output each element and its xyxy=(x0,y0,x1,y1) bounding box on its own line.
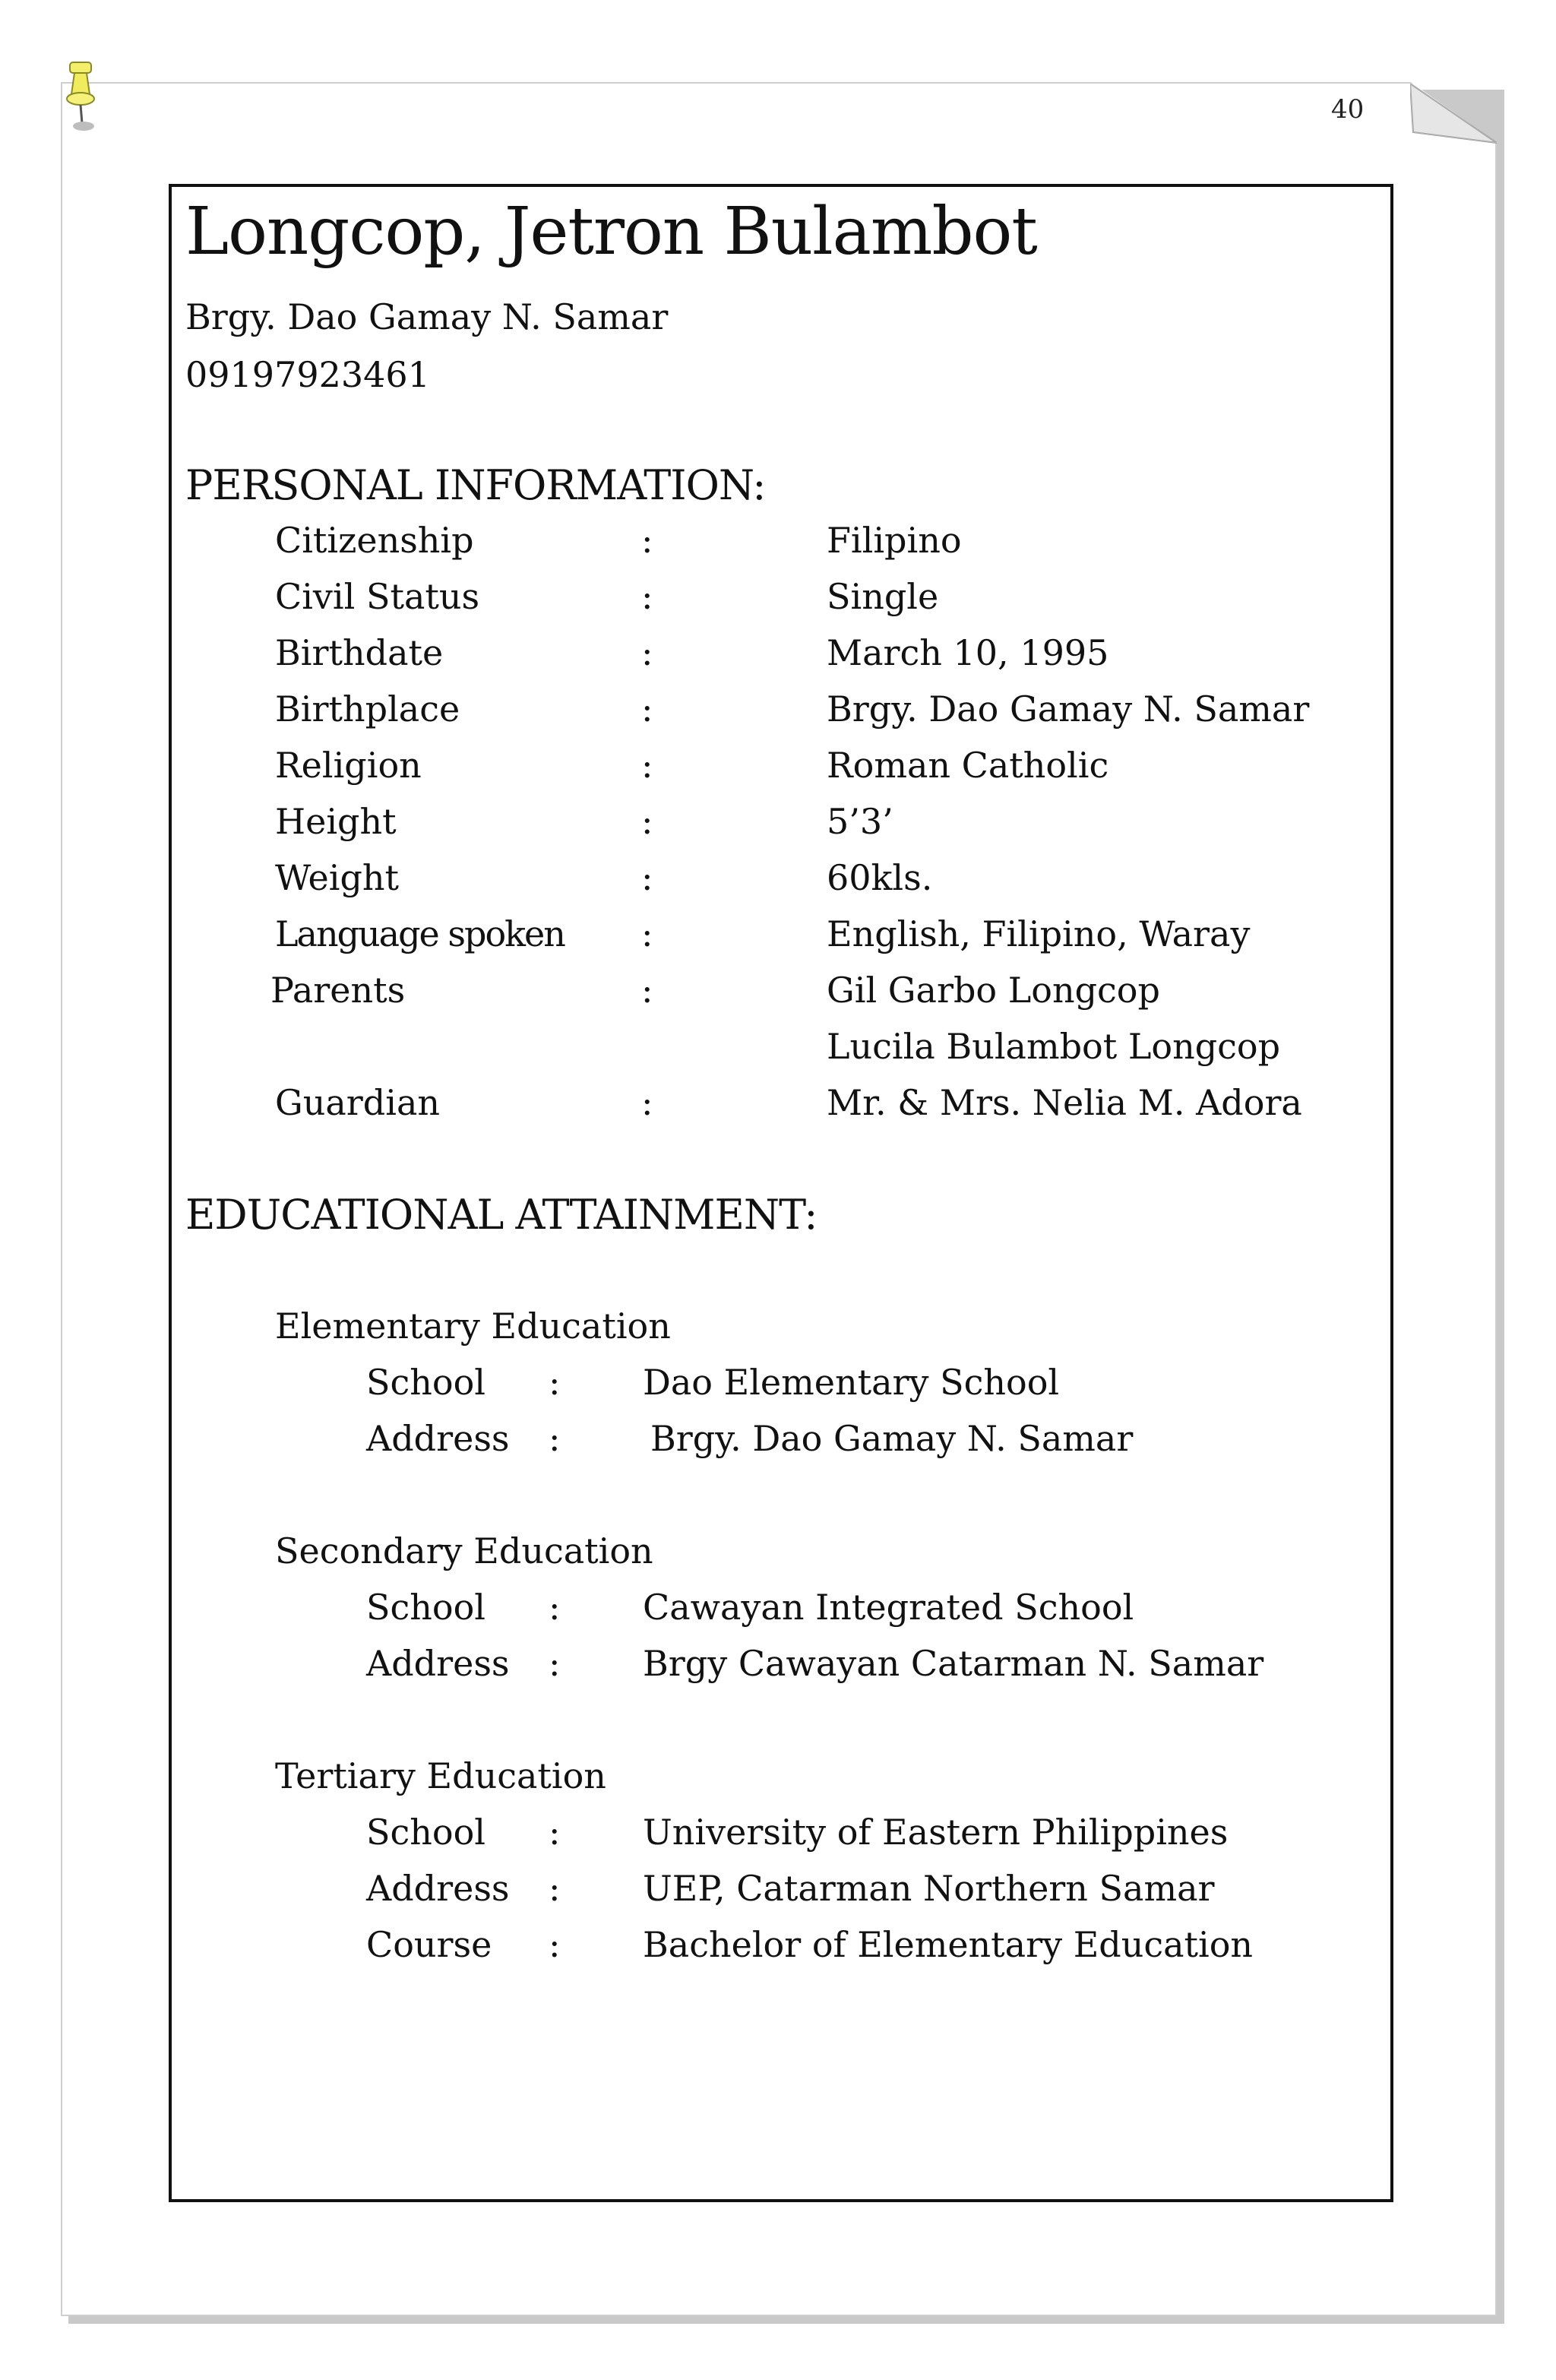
pushpin-icon xyxy=(65,59,111,135)
personal-value: Brgy. Dao Gamay N. Samar xyxy=(827,688,1310,730)
personal-label: Citizenship xyxy=(275,520,474,561)
tertiary-course: Bachelor of Elementary Education xyxy=(643,1924,1254,1965)
address-label: Address xyxy=(366,1418,510,1459)
personal-value: Roman Catholic xyxy=(827,745,1109,786)
separator: : xyxy=(549,1643,561,1684)
separator: : xyxy=(641,520,653,561)
separator: : xyxy=(549,1924,561,1965)
personal-value: Lucila Bulambot Longcop xyxy=(827,1026,1281,1067)
separator: : xyxy=(549,1362,561,1403)
personal-label: Birthdate xyxy=(275,632,444,673)
personal-label: Language spoken xyxy=(275,913,565,954)
separator: : xyxy=(641,913,653,954)
personal-value: Filipino xyxy=(827,520,962,561)
personal-label: Height xyxy=(275,801,397,842)
personal-label: Civil Status xyxy=(275,576,480,617)
secondary-title: Secondary Education xyxy=(275,1530,653,1571)
separator: : xyxy=(641,1082,653,1123)
school-label: School xyxy=(366,1362,486,1403)
applicant-name: Longcop, Jetron Bulambot xyxy=(185,194,1037,270)
personal-label: Religion xyxy=(275,745,422,786)
separator: : xyxy=(549,1587,561,1628)
tertiary-title: Tertiary Education xyxy=(275,1755,606,1796)
tertiary-address: UEP, Catarman Northern Samar xyxy=(643,1868,1215,1909)
personal-value: 5’3’ xyxy=(827,801,893,842)
separator: : xyxy=(641,801,653,842)
address-label: Address xyxy=(366,1643,510,1684)
applicant-address: Brgy. Dao Gamay N. Samar xyxy=(185,296,669,337)
course-label: Course xyxy=(366,1924,492,1965)
elementary-school: Dao Elementary School xyxy=(643,1362,1060,1403)
personal-value: March 10, 1995 xyxy=(827,632,1109,673)
secondary-school: Cawayan Integrated School xyxy=(643,1587,1134,1628)
separator: : xyxy=(641,745,653,786)
personal-value: 60kls. xyxy=(827,857,933,898)
separator: : xyxy=(641,576,653,617)
personal-info-heading: PERSONAL INFORMATION: xyxy=(185,461,766,509)
separator: : xyxy=(641,688,653,730)
personal-label: Weight xyxy=(275,857,400,898)
elementary-address: Brgy. Dao Gamay N. Samar xyxy=(650,1418,1134,1459)
applicant-phone: 09197923461 xyxy=(185,354,430,395)
tertiary-school: University of Eastern Philippines xyxy=(643,1812,1229,1853)
separator: : xyxy=(641,632,653,673)
secondary-address: Brgy Cawayan Catarman N. Samar xyxy=(643,1643,1264,1684)
page-number: 40 xyxy=(1331,94,1365,125)
personal-value: English, Filipino, Waray xyxy=(827,913,1251,954)
personal-label: Guardian xyxy=(275,1082,440,1123)
separator: : xyxy=(549,1868,561,1909)
school-label: School xyxy=(366,1587,486,1628)
personal-value: Gil Garbo Longcop xyxy=(827,970,1160,1011)
separator: : xyxy=(549,1812,561,1853)
page-curl-icon xyxy=(1410,84,1497,144)
separator: : xyxy=(641,857,653,898)
elementary-title: Elementary Education xyxy=(275,1306,671,1347)
school-label: School xyxy=(366,1812,486,1853)
personal-label: Birthplace xyxy=(275,688,460,730)
personal-value: Single xyxy=(827,576,939,617)
education-heading: EDUCATIONAL ATTAINMENT: xyxy=(185,1191,818,1239)
separator: : xyxy=(549,1418,561,1459)
address-label: Address xyxy=(366,1868,510,1909)
separator: : xyxy=(641,970,653,1011)
personal-value: Mr. & Mrs. Nelia M. Adora xyxy=(827,1082,1302,1123)
personal-label: Parents xyxy=(270,970,406,1011)
